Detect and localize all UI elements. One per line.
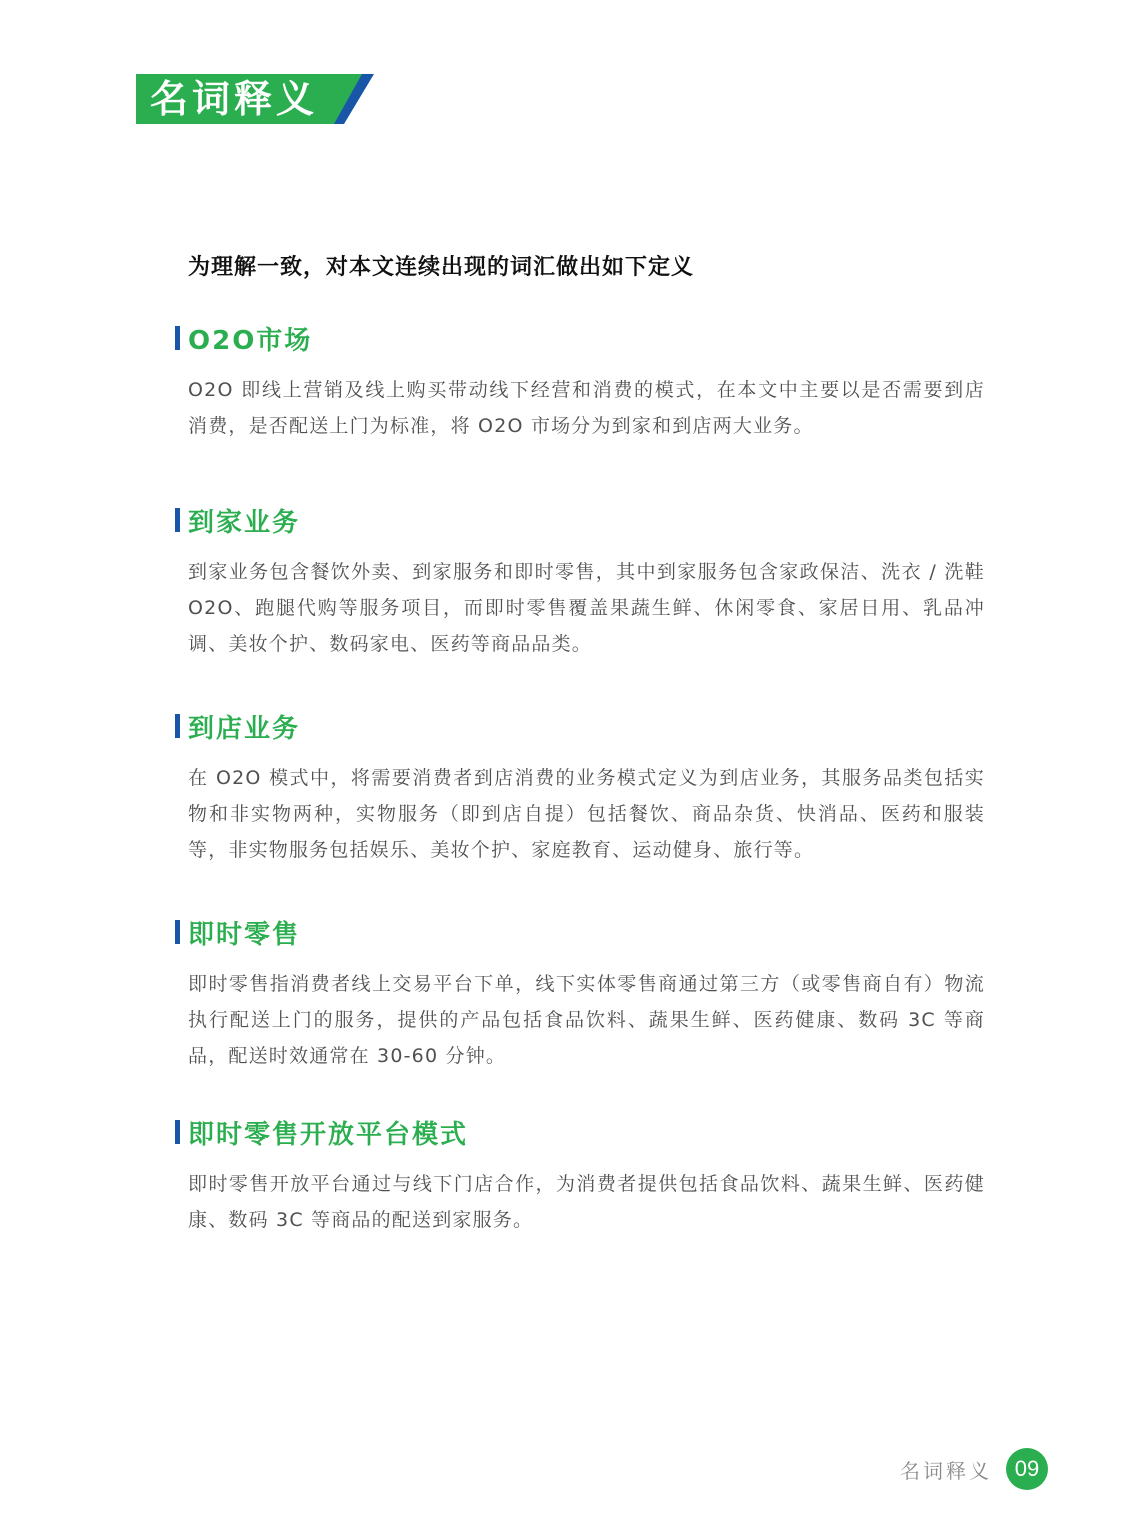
page-title: 名词释义 (150, 77, 319, 121)
section-open-platform (175, 1112, 985, 1238)
heading-bar (175, 920, 180, 944)
section-body: 即时零售开放平台通过与线下门店合作，为消费者提供包括食品饮料、蔬果生鲜、医药健康、数码 3C 等商品的配送到家服务。 (188, 1173, 985, 1231)
footer-label: 名词释义 (900, 1458, 992, 1483)
section-title: 到店业务 (188, 713, 301, 744)
section-title: 即时零售开放平台模式 (188, 1119, 469, 1150)
header-banner (136, 74, 374, 124)
section-o2o-market (175, 318, 985, 444)
section-body: O2O 即线上营销及线上购买带动线下经营和消费的模式，在本文中主要以是否需要到店消费，是否配送上门为标准，将 O2O 市场分为到家和到店两大业务。 (188, 379, 985, 437)
section-heading (175, 500, 985, 540)
page-number: 09 (1006, 1448, 1048, 1490)
section-body: 即时零售指消费者线上交易平台下单，线下实体零售商通过第三方（或零售商自有）物流执行配送上门的服务，提供的产品包括食品饮料、蔬果生鲜、医药健康、数码 3C 等商品，配送时效通常在 30-60 分钟。 (188, 973, 985, 1067)
heading-bar (175, 508, 180, 532)
heading-bar (175, 1120, 180, 1144)
section-heading (175, 1112, 985, 1152)
section-title: O2O市场 (188, 325, 313, 356)
section-home-business (175, 500, 985, 662)
page-footer (900, 1448, 1048, 1490)
heading-bar (175, 714, 180, 738)
section-instant-retail (175, 912, 985, 1074)
section-heading (175, 706, 985, 746)
section-body: 到家业务包含餐饮外卖、到家服务和即时零售，其中到家服务包含家政保洁、洗衣 / 洗鞋 O2O、跑腿代购等服务项目，而即时零售覆盖果蔬生鲜、休闲零食、家居日用、乳品冲调、美妆个护、数码家电、医药等商品品类。 (188, 561, 985, 655)
heading-bar (175, 326, 180, 350)
section-heading (175, 912, 985, 952)
section-title: 到家业务 (188, 507, 301, 538)
section-title: 即时零售 (188, 919, 301, 950)
section-heading (175, 318, 985, 358)
intro-text: 为理解一致，对本文连续出现的词汇做出如下定义 (188, 255, 695, 280)
section-store-business (175, 706, 985, 868)
section-body: 在 O2O 模式中，将需要消费者到店消费的业务模式定义为到店业务，其服务品类包括实物和非实物两种，实物服务（即到店自提）包括餐饮、商品杂货、快消品、医药和服装等，非实物服务包括娱乐、美妆个护、家庭教育、运动健身、旅行等。 (188, 767, 985, 861)
